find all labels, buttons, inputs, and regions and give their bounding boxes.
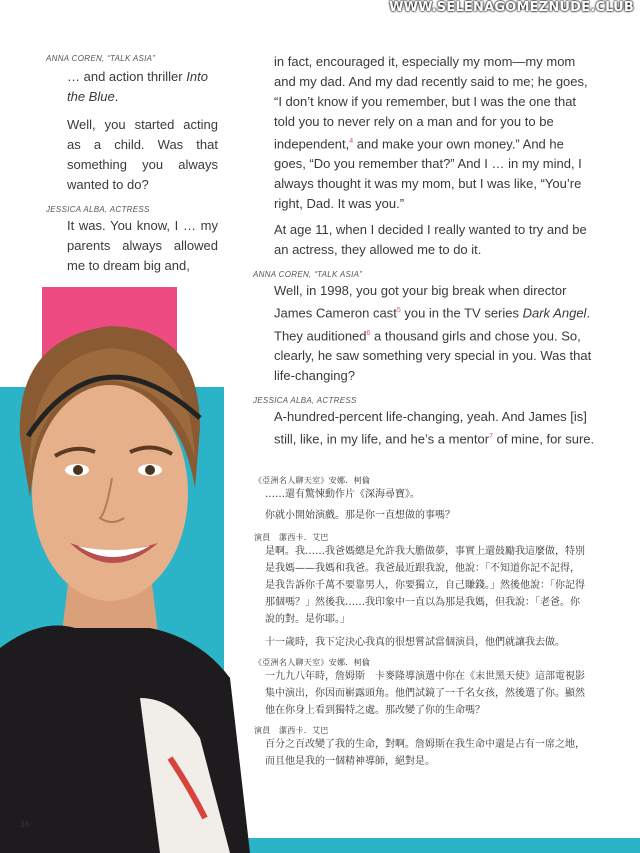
left-column — [46, 54, 218, 276]
question-line: as a child. Was that — [67, 137, 218, 152]
translation-line: 那個嗎？」然後我……我印象中一直以為那是我媽，但我說：「老爸。你 — [265, 597, 580, 608]
translation-line: 而且他是我的一個精神導師，絕對是。 — [265, 756, 435, 767]
film-title-part: the Blue — [67, 89, 115, 104]
translation-line: 集中演出，你因而嶄露頭角。他們試鏡了一千名女孩，然後選了你。顯然 — [265, 688, 585, 699]
text-span: … and action thriller — [67, 69, 187, 84]
translation-line: 他在你身上看到獨特之處。那改變了你的生命嗎？ — [265, 705, 485, 716]
answer-line — [253, 427, 595, 449]
speaker-label: ANNA COREN, “TALK ASIA” — [253, 270, 363, 280]
text-span: They auditioned — [274, 327, 367, 343]
right-column — [253, 52, 595, 449]
translation-line: 百分之百改變了我的生命，對啊。詹姆斯在我生命中還是占有一席之地， — [265, 739, 585, 750]
question-line: something you always — [67, 157, 218, 172]
answer-line: and my dad. And my dad recently said to me; he goes, — [274, 74, 588, 89]
translation-line: 你就小開始演戲。那是你一直想做的事嗎？ — [265, 510, 455, 521]
question-text — [46, 67, 218, 87]
text-span: still, like, in my life, and he’s a mentor — [274, 431, 490, 447]
translation-line: 是啊。我……我爸媽總是允許我大膽做夢，事實上還鼓勵我這麼做，特別 — [265, 546, 585, 557]
answer-line: in fact, encouraged it, especially my mom—my mom — [274, 54, 576, 69]
question-text — [46, 87, 218, 107]
footnote-marker: 4 — [349, 138, 354, 145]
answer-line: always thought it was my mom, but I was like, “You’re — [274, 176, 582, 192]
film-title-part: Into — [186, 69, 208, 84]
text-span: of mine, for sure. — [492, 431, 595, 447]
speaker-label: JESSICA ALBA, ACTRESS — [46, 205, 150, 214]
page-number: 38 — [20, 820, 29, 829]
question-line: Well, in 1998, you got your big break when director — [274, 283, 567, 299]
translation-line: 十一歲時，我下定決心我真的很想嘗試當個演員，他們就讓我去做。 — [265, 637, 565, 648]
speaker-label: ANNA COREN, “TALK ASIA” — [46, 54, 156, 63]
translation-line: 是我媽——我媽和我爸。我爸最近跟我說，他說：「不知道你記不記得， — [265, 563, 580, 574]
question-line: clearly, he saw something very special in you. Was that — [274, 347, 592, 363]
series-title: Dark Angel — [522, 305, 587, 321]
answer-line — [253, 132, 595, 154]
question-line — [253, 324, 595, 346]
translation-line: ……還有驚悚動作片《深海尋寶》。 — [265, 489, 420, 500]
speaker-label: JESSICA ALBA, ACTRESS — [253, 395, 357, 405]
answer-line: told you to never rely on a man and for you to be — [274, 114, 554, 129]
answer-line: goes, “Do you remember that?” And I … in my mind, I — [274, 156, 582, 172]
text-span: James Cameron cast — [274, 305, 397, 321]
footnote-marker: 6 — [366, 329, 371, 337]
answer-line: me to dream big and, — [67, 258, 190, 273]
footnote-marker: 5 — [396, 307, 401, 315]
answer-line: an actress, they allowed me to do it. — [274, 242, 482, 258]
answer-line: right, Dad. It was you.” — [274, 196, 405, 212]
answer-line: “I don’t know if you remember, but I was the one that — [274, 94, 577, 109]
translation-line: 一九九八年時，詹姆斯 卡麥隆導演選中你在《末世黑天使》這部電視影 — [265, 671, 585, 682]
question-line: wanted to do? — [67, 177, 149, 192]
speaker-label: 演員 潔西卡．艾巴 — [254, 726, 329, 735]
text-span: . — [586, 305, 591, 321]
chinese-translation — [254, 475, 604, 770]
answer-line: parents always allowed — [67, 238, 218, 253]
speaker-label: 《亞洲名人聊天室》安娜．柯倫 — [254, 476, 371, 485]
question-line: Well, you started acting — [67, 117, 218, 132]
answer-line: At age 11, when I decided I really wanted to try and be — [274, 222, 587, 238]
translation-line: 說的對。是你耶。」 — [265, 614, 350, 625]
text-span: . — [114, 89, 119, 104]
portrait-photo — [0, 318, 250, 853]
question-line: life-changing? — [274, 367, 355, 383]
question-line — [253, 301, 595, 323]
answer-line: A-hundred-percent life-changing, yeah. And James [is] — [274, 408, 587, 424]
cyan-footer-bar — [224, 838, 640, 853]
footnote-marker: 7 — [489, 432, 493, 440]
speaker-label: 《亞洲名人聊天室》安娜．柯倫 — [254, 658, 371, 667]
speaker-label: 演員 潔西卡．艾巴 — [254, 533, 329, 542]
answer-line: It was. You know, I … my — [67, 218, 218, 233]
watermark: WWW.SELENAGOMEZNUDE.CLUB — [389, 0, 634, 15]
text-span: independent, — [274, 136, 350, 152]
text-span: you in the TV series — [400, 305, 523, 321]
text-span: a thousand girls and chose you. So, — [370, 327, 581, 343]
translation-line: 是我告訴你千萬不要靠男人，你要獨立，自己賺錢。」然後他說：「你記得 — [265, 580, 585, 591]
text-span: and make your own money.” And he — [353, 136, 564, 152]
